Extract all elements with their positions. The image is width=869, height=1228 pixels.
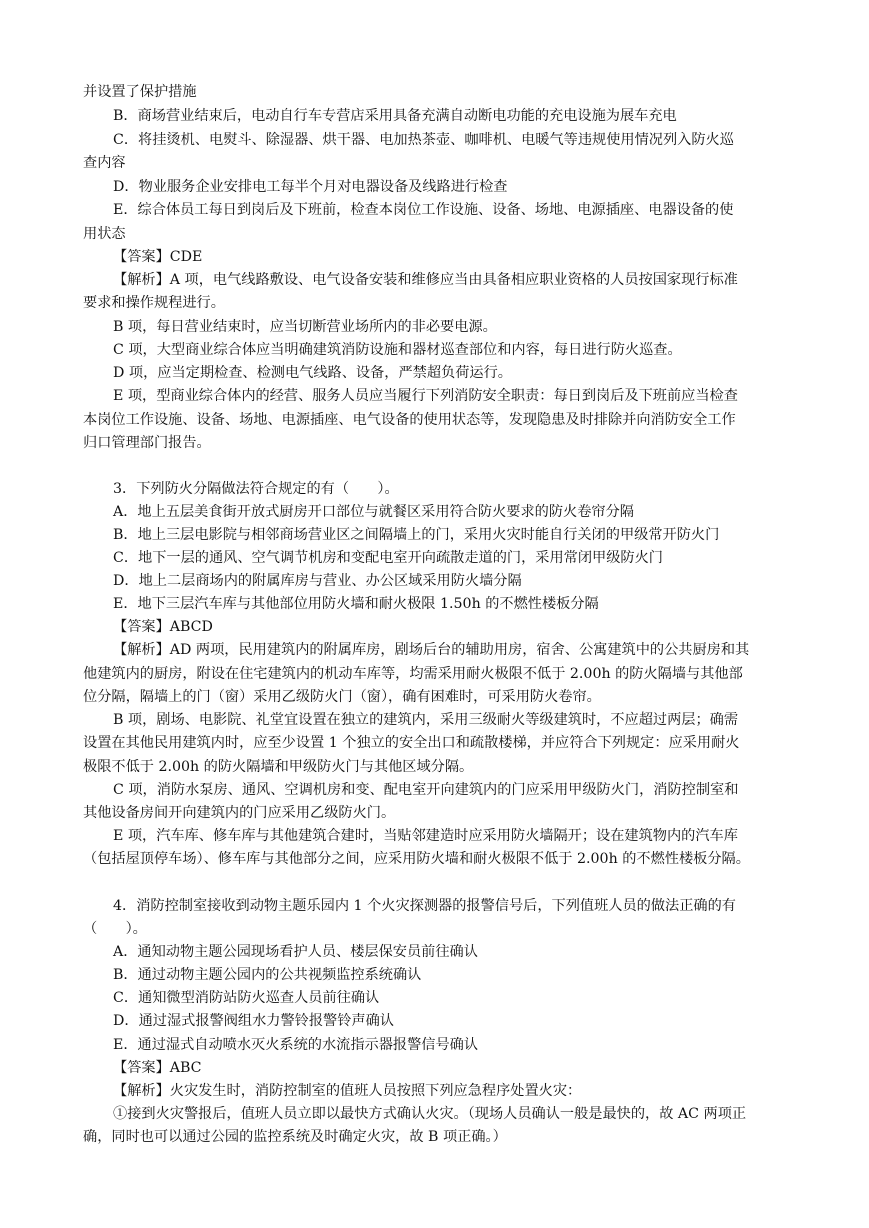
option-c: C．将挂烫机、电熨斗、除湿器、烘干器、电加热茶壶、咖啡机、电暖气等违规使用情况列入防火巡: [113, 132, 734, 148]
text-line: 设置在其他民用建筑内时，应至少设置 1 个独立的安全出口和疏散楼梯，并应符合下列规定：应采用耐火: [83, 735, 740, 751]
option-e: E．通过湿式自动喷水灭火系统的水流指示器报警信号确认: [113, 1037, 479, 1053]
answer-label: 【答案】ABC: [113, 1060, 202, 1076]
analysis-text: 【解析】火灾发生时，消防控制室的值班人员按照下列应急程序处置火灾：: [113, 1083, 582, 1099]
text-line: 其他设备房间开向建筑内的门应采用乙级防火门。: [83, 805, 396, 821]
question-4: 4．消防控制室接收到动物主题乐园内 1 个火灾探测器的报警信号后，下列值班人员的做法正确的有: [113, 898, 736, 914]
analysis-text: 【解析】A 项，电气线路敷设、电气设备安装和维修应当由具备相应职业资格的人员按国家现行标准: [113, 272, 738, 288]
option-b: B．通过动物主题公园内的公共视频监控系统确认: [113, 967, 422, 983]
option-c: C．通知微型消防站防火巡查人员前往确认: [113, 990, 380, 1006]
analysis-item: E 项，汽车库、修车库与其他建筑合建时，当贴邻建造时应采用防火墙隔开；设在建筑物内的汽车库: [113, 828, 738, 844]
text-line: 用状态: [83, 226, 126, 242]
option-e: E．地下三层汽车库与其他部位用防火墙和耐火极限 1.50h 的不燃性楼板分隔: [113, 596, 599, 612]
analysis-item: ①接到火灾警报后，值班人员立即以最快方式确认火灾。（现场人员确认一般是最快的，故 AC 两项正: [113, 1106, 747, 1122]
question-3: 3．下列防火分隔做法符合规定的有（ ）。: [113, 481, 399, 497]
analysis-item: B 项，剧场、电影院、礼堂宜设置在独立的建筑内，采用三级耐火等级建筑时，不应超过两层；确需: [113, 712, 739, 728]
text-line: （ ）。: [83, 921, 147, 937]
option-d: D．地上二层商场内的附属库房与营业、办公区域采用防火墙分隔: [113, 573, 522, 589]
analysis-text: 【解析】AD 两项，民用建筑内的附属库房，剧场后台的辅助用房，宿舍、公寓建筑中的公共厨房和其: [113, 642, 750, 658]
option-a: A．通知动物主题公园现场看护人员、楼层保安员前往确认: [113, 944, 478, 960]
option-b: B．地上三层电影院与相邻商场营业区之间隔墙上的门，采用火灾时能自行关闭的甲级常开防火门: [113, 527, 720, 543]
option-e: E．综合体员工每日到岗后及下班前，检查本岗位工作设施、设备、场地、电源插座、电器设备的使: [113, 202, 734, 218]
answer-label: 【答案】CDE: [113, 249, 203, 265]
option-d: D．物业服务企业安排电工每半个月对电器设备及线路进行检查: [113, 179, 508, 195]
text-line: 他建筑内的厨房，附设在住宅建筑内的机动车库等，均需采用耐火极限不低于 2.00h 的防火隔墙与其他部: [83, 666, 743, 682]
text-line: 要求和操作规程进行。: [83, 295, 225, 311]
analysis-item: D 项，应当定期检查、检测电气线路、设备，严禁超负荷运行。: [113, 365, 512, 381]
text-line: 查内容: [83, 155, 126, 171]
text-line: 位分隔，隔墙上的门（窗）采用乙级防火门（窗），确有困难时，可采用防火卷帘。: [83, 689, 601, 705]
text-line: （包括屋顶停车场）、修车库与其他部分之间，应采用防火墙和耐火极限不低于 2.00h 的不燃性楼板分隔。: [83, 851, 750, 867]
analysis-item: E 项，型商业综合体内的经营、服务人员应当履行下列消防安全职责：每日到岗后及下班前应当检查: [113, 388, 738, 404]
analysis-item: B 项，每日营业结束时，应当切断营业场所内的非必要电源。: [113, 319, 497, 335]
text-line: 极限不低于 2.00h 的防火隔墙和甲级防火门与其他区域分隔。: [83, 759, 474, 775]
analysis-item: C 项，消防水泵房、通风、空调机房和变、配电室开向建筑内的门应采用甲级防火门，消防控制室和: [113, 782, 739, 798]
answer-label: 【答案】ABCD: [113, 619, 213, 635]
text-line: 归口管理部门报告。: [83, 435, 211, 451]
text-line: 并设置了保护措施: [83, 84, 197, 100]
analysis-item: C 项，大型商业综合体应当明确建筑消防设施和器材巡查部位和内容，每日进行防火巡查。: [113, 342, 682, 358]
option-d: D．通过湿式报警阀组水力警铃报警铃声确认: [113, 1013, 394, 1029]
text-line: 确，同时也可以通过公园的监控系统及时确定火灾，故 B 项正确。）: [83, 1129, 507, 1145]
text-line: 本岗位工作设施、设备、场地、电源插座、电气设备的使用状态等，发现隐患及时排除并向消防安全工作: [83, 412, 736, 428]
option-a: A．地上五层美食街开放式厨房开口部位与就餐区采用符合防火要求的防火卷帘分隔: [113, 504, 634, 520]
option-c: C．地下一层的通风、空气调节机房和变配电室开向疏散走道的门，采用常闭甲级防火门: [113, 550, 663, 566]
option-b: B．商场营业结束后，电动自行车专营店采用具备充满自动断电功能的充电设施为展车充电: [113, 108, 677, 124]
